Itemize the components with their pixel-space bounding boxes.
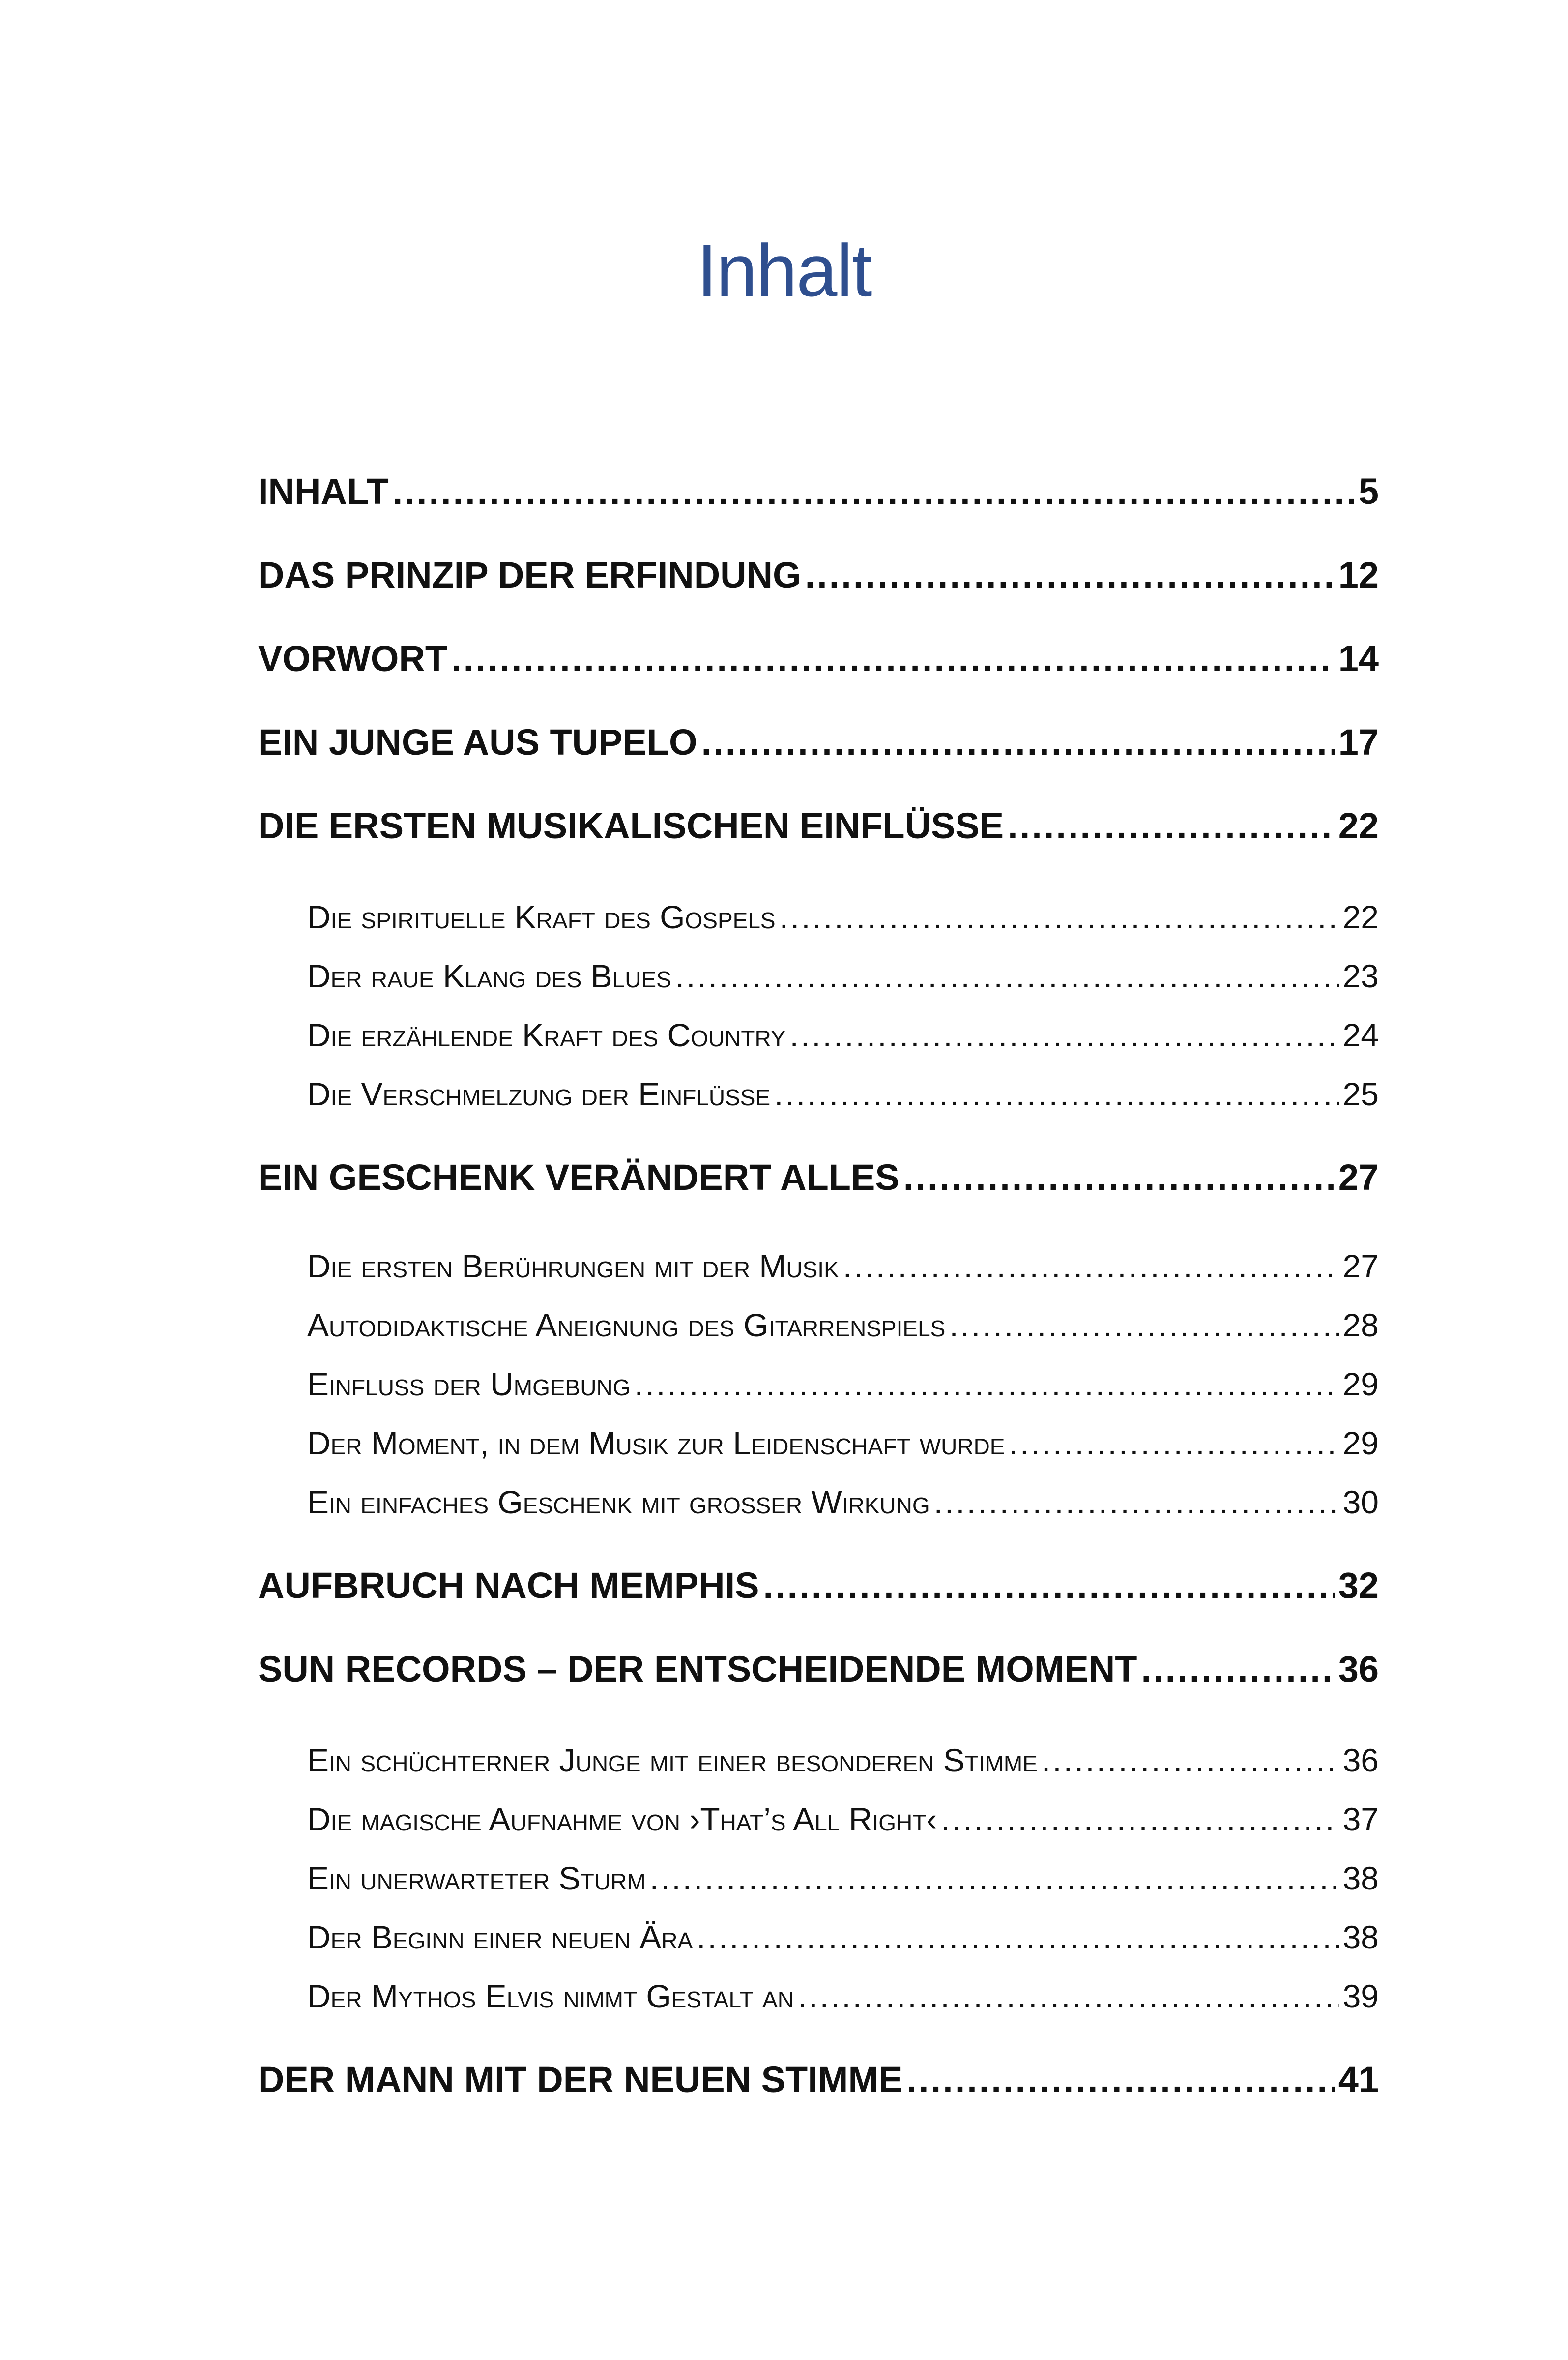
toc-subentry[interactable] (307, 1072, 1379, 1116)
toc-entry[interactable] (258, 467, 1379, 516)
dot-leader (780, 895, 1339, 939)
toc-subentry-label: Ein einfaches Geschenk mit großer Wirkung (307, 1484, 930, 1520)
toc-subentry-label: Einfluss der Umgebung (307, 1366, 631, 1402)
dot-leader (1008, 801, 1335, 851)
dot-leader (393, 467, 1355, 516)
dot-leader (903, 1153, 1335, 1202)
toc-entry-page: 14 (1338, 638, 1379, 679)
toc-subentry[interactable] (307, 1013, 1379, 1057)
toc-entry-label: DER MANN MIT DER NEUEN STIMME (258, 2059, 903, 2100)
dot-leader (805, 551, 1335, 600)
toc-entry-page: 27 (1338, 1157, 1379, 1198)
toc-subentry-page: 23 (1342, 958, 1379, 994)
toc-subentry-label: Der Moment, in dem Musik zur Leidenschaft wurde (307, 1425, 1005, 1461)
toc-subentry-label: Die spirituelle Kraft des Gospels (307, 899, 776, 935)
dot-leader (451, 634, 1335, 683)
toc-subentry-page: 38 (1342, 1919, 1379, 1955)
toc-subentry[interactable] (307, 1738, 1379, 1782)
toc-subentry-page: 39 (1342, 1978, 1379, 2014)
toc-subentry-label: Der Mythos Elvis nimmt Gestalt an (307, 1978, 794, 2014)
toc-subentry-page: 29 (1342, 1425, 1379, 1461)
toc-entry[interactable] (258, 2055, 1379, 2104)
dot-leader (774, 1072, 1338, 1116)
toc-entry-page: 22 (1338, 805, 1379, 846)
toc-subentry-label: Ein schüchterner Junge mit einer besonderen Stimme (307, 1742, 1038, 1778)
toc-entry-page: 17 (1338, 722, 1379, 763)
toc-entry-page: 41 (1338, 2059, 1379, 2100)
dot-leader (701, 718, 1335, 767)
dot-leader (798, 1974, 1339, 2018)
toc-subentry[interactable] (307, 895, 1379, 939)
toc-entry[interactable] (258, 801, 1379, 851)
toc-subentry-page: 28 (1342, 1307, 1379, 1343)
toc-subentry-page: 37 (1342, 1801, 1379, 1837)
dot-leader (934, 1480, 1339, 1524)
toc-entry[interactable] (258, 718, 1379, 767)
toc-subentry-page: 25 (1342, 1076, 1379, 1112)
dot-leader (634, 1362, 1338, 1406)
toc-subentry-page: 24 (1342, 1017, 1379, 1053)
toc-subentry[interactable] (307, 954, 1379, 998)
toc-entry[interactable] (258, 1153, 1379, 1202)
dot-leader (790, 1013, 1339, 1057)
toc-subentry[interactable] (307, 1856, 1379, 1900)
toc-entry-label: DAS PRINZIP DER ERFINDUNG (258, 555, 801, 595)
toc-subentry-page: 27 (1342, 1248, 1379, 1284)
toc-subentry-page: 38 (1342, 1860, 1379, 1896)
toc-entry[interactable] (258, 551, 1379, 600)
toc-entry-label: AUFBRUCH NACH MEMPHIS (258, 1565, 759, 1606)
toc-subentry[interactable] (307, 1362, 1379, 1406)
dot-leader (1009, 1421, 1338, 1465)
toc-entry-label: EIN GESCHENK VERÄNDERT ALLES (258, 1157, 900, 1198)
toc-subentry[interactable] (307, 1244, 1379, 1288)
toc-subentry-label: Autodidaktische Aneignung des Gitarrenspiels (307, 1307, 946, 1343)
toc-entry-label: SUN RECORDS – DER ENTSCHEIDENDE MOMENT (258, 1649, 1137, 1689)
toc-subentry[interactable] (307, 1421, 1379, 1465)
dot-leader (763, 1561, 1335, 1610)
toc-entry[interactable] (258, 634, 1379, 683)
dot-leader (697, 1915, 1338, 1959)
toc-subentry-label: Der raue Klang des Blues (307, 958, 671, 994)
toc-entry-label: DIE ERSTEN MUSIKALISCHEN EINFLÜSSE (258, 805, 1004, 846)
dot-leader (949, 1303, 1338, 1347)
toc-subentry-label: Die magische Aufnahme von ›That’s All Right‹ (307, 1801, 937, 1837)
toc-subentry-label: Die erzählende Kraft des Country (307, 1017, 786, 1053)
toc-subentry[interactable] (307, 1303, 1379, 1347)
toc-entry-page: 32 (1338, 1565, 1379, 1606)
toc-subentry-label: Der Beginn einer neuen Ära (307, 1919, 693, 1955)
toc-entry-page: 5 (1358, 471, 1379, 512)
toc-entry-label: INHALT (258, 471, 389, 512)
toc-entry[interactable] (258, 1561, 1379, 1610)
page-title: Inhalt (697, 229, 871, 312)
dot-leader (843, 1244, 1339, 1288)
dot-leader (675, 954, 1339, 998)
toc-entry-label: VORWORT (258, 638, 448, 679)
toc-subentry-page: 29 (1342, 1366, 1379, 1402)
toc-subentry[interactable] (307, 1480, 1379, 1524)
dot-leader (650, 1856, 1339, 1900)
toc-subentry[interactable] (307, 1915, 1379, 1959)
toc-subentry-page: 36 (1342, 1742, 1379, 1778)
dot-leader (1141, 1645, 1335, 1694)
toc-subentry-label: Die ersten Berührungen mit der Musik (307, 1248, 839, 1284)
toc-subentry[interactable] (307, 1797, 1379, 1841)
toc-entry-page: 36 (1338, 1649, 1379, 1689)
toc-entry[interactable] (258, 1645, 1379, 1694)
toc-subentry-page: 30 (1342, 1484, 1379, 1520)
toc-subentry-page: 22 (1342, 899, 1379, 935)
toc-subentry[interactable] (307, 1974, 1379, 2018)
toc-subentry-label: Die Verschmelzung der Einflüsse (307, 1076, 771, 1112)
dot-leader (941, 1797, 1338, 1841)
dot-leader (1042, 1738, 1339, 1782)
dot-leader (906, 2055, 1334, 2104)
toc-subentry-label: Ein unerwarteter Sturm (307, 1860, 646, 1896)
toc-entry-label: EIN JUNGE AUS TUPELO (258, 722, 697, 763)
table-of-contents (258, 0, 1379, 2360)
toc-entry-page: 12 (1338, 555, 1379, 595)
